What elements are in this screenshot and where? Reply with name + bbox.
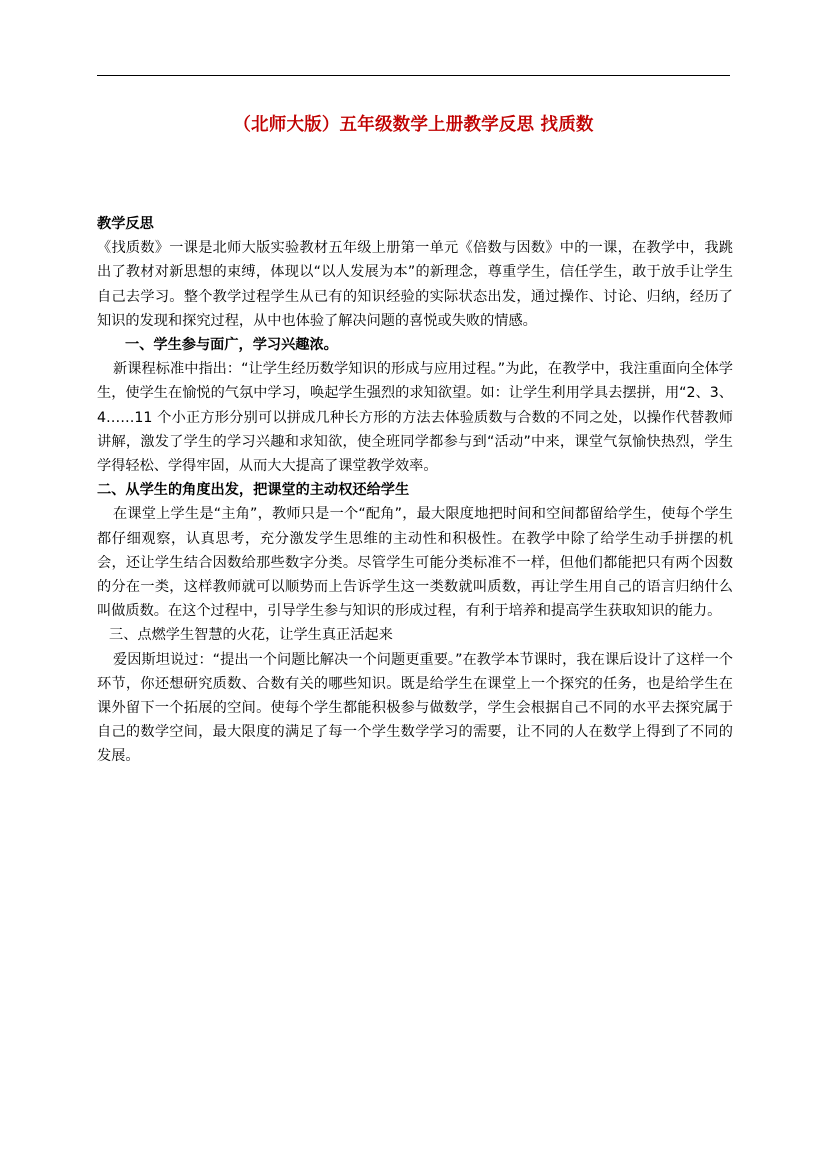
paragraph-three: 爱因斯坦说过：“提出一个问题比解决一个问题更重要。”在教学本节课时，我在课后设计了这样一个环节，你还想研究质数、合数有关的哪些知识。既是给学生在课堂上一个探究的任务，也是给学生在课外留下一个拓展的空间。使每个学生都能积极参与做数学，学生会根据自己不同的水平去探究属于自己的数学空间，最大限度的满足了每一个学生数学学习的需要，让不同的人在数学上得到了不同的发展。 — [97, 651, 733, 765]
header-rule — [97, 75, 730, 76]
paragraph-two: 在课堂上学生是“主角”，教师只是一个“配角”，最大限度地把时间和空间都留给学生，使每个学生都仔细观察，认真思考，充分激发学生思维的主动性和积极性。在教学中除了给学生动手拼摆的机会，还让学生结合因数给那些数字分类。尽管学生可能分类标准不一样，但他们都能把只有两个因数的分在一类，这样教师就可以顺势而上告诉学生这一类数就叫质数，再让学生用自己的语言归纳什么叫做质数。在这个过程中，引导学生参与知识的形成过程，有利于培养和提高学生获取知识的能力。 — [97, 506, 733, 620]
paragraph-one: 新课程标准中指出：“让学生经历数学知识的形成与应用过程。”为此，在教学中，我注重面向全体学生，使学生在愉悦的气氛中学习，唤起学生强烈的求知欲望。如：让学生利用学具去摆拼，用“2、3、4……11 个小正方形分别可以拼成几种长方形的方法去体验质数与合数的不同之处，以操作代替教师讲解，激发了学生的学习兴趣和求知欲，使全班同学都参与到“活动”中来，课堂气氛愉快热烈，学生学得轻松、学得牢固，从而大大提高了课堂教学效率。 — [97, 361, 733, 475]
intro-paragraph: 《找质数》一课是北师大版实验教材五年级上册第一单元《倍数与因数》中的一课，在教学中，我跳出了教材对新思想的束缚，体现以“以人发展为本”的新理念，尊重学生，信任学生，敢于放手让学生自己去学习。整个教学过程学生从已有的知识经验的实际状态出发，通过操作、讨论、归纳，经历了知识的发现和探究过程，从中也体验了解决问题的喜悦或失败的情感。 — [97, 240, 733, 329]
section-label: 教学反思 — [97, 216, 154, 232]
document-title: （北师大版）五年级数学上册教学反思 找质数 — [233, 115, 594, 135]
heading-three: 三、点燃学生智慧的火花，让学生真正活起来 — [109, 627, 393, 644]
document-body — [97, 212, 733, 769]
heading-two: 二、从学生的角度出发，把课堂的主动权还给学生 — [97, 482, 410, 499]
heading-one: 一、学生参与面广，学习兴趣浓。 — [125, 337, 338, 354]
